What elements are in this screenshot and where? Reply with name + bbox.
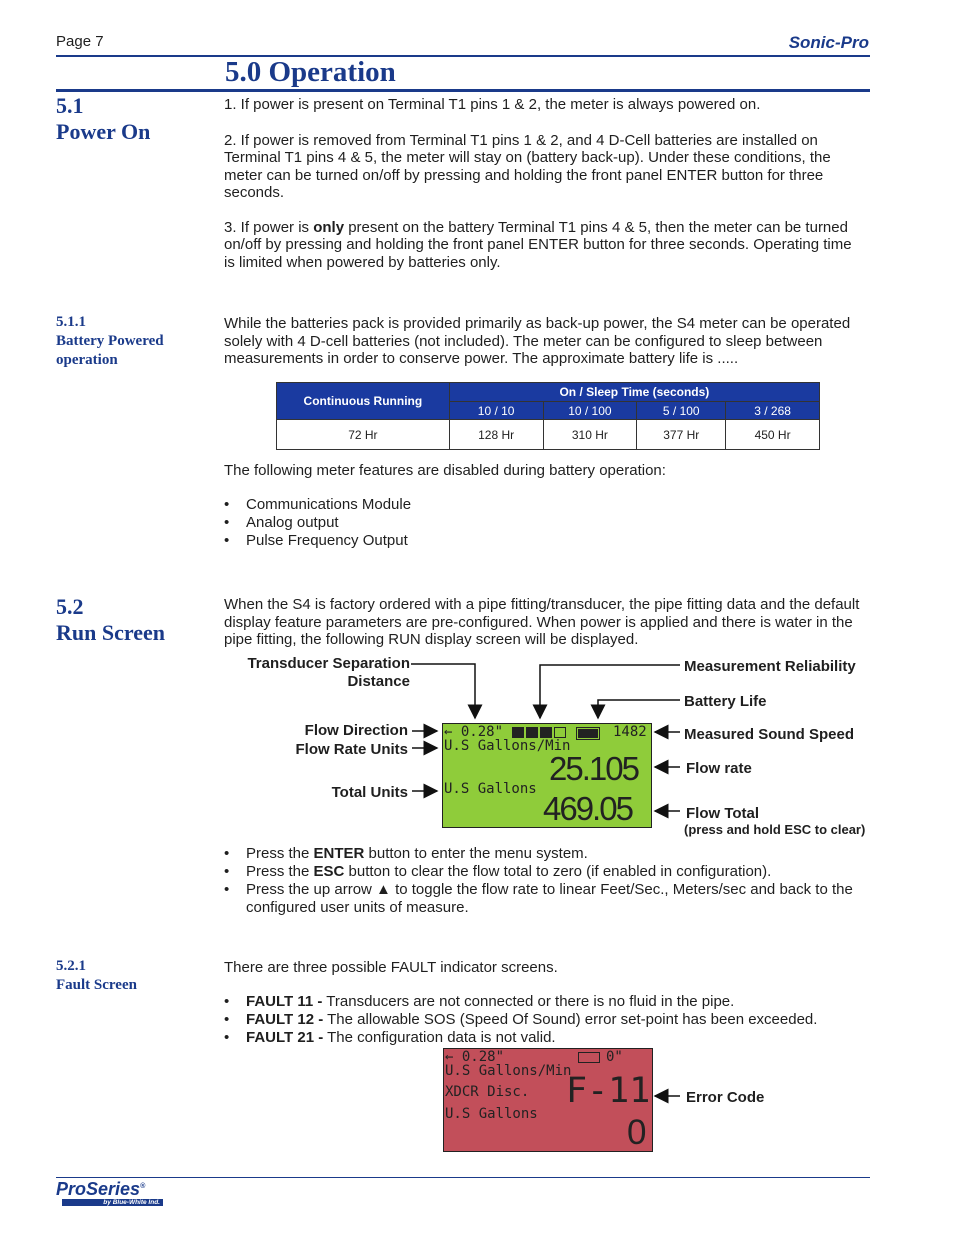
brand-name: Sonic-Pro (788, 33, 869, 52)
table-cell: 310 Hr (543, 420, 637, 450)
label-measurement-reliability: Measurement Reliability (684, 658, 856, 675)
list-item: • Press the ESC button to clear the flow total to zero (if enabled in configuration). (224, 863, 864, 881)
paragraph: While the batteries pack is provided primarily as back-up power, the S4 meter can be operated solely with 4 D-cell batteries (not included). The meter can be configured to sleep between measurements in order to conserve power. The approximate battery life is ..... (224, 315, 851, 367)
list-item: • Press the ENTER button to enter the menu system. (224, 845, 864, 863)
separation-readout: ← 0.28" (445, 1049, 505, 1065)
subheader-cell: 5 / 100 (637, 402, 726, 420)
paragraph: The following meter features are disabled during battery operation: (224, 462, 666, 479)
flow-total-readout: 469.05 (543, 790, 632, 827)
fault-screen-lcd (443, 1048, 653, 1152)
section-title: operation (56, 352, 118, 368)
total-units-readout: U.S Gallons (444, 781, 537, 797)
table-cell: 450 Hr (726, 420, 820, 450)
fault-code-readout: F-11 (566, 1071, 651, 1111)
page-number: Page 7 (56, 33, 104, 50)
label-transducer-separation: Transducer Separation Distance (247, 655, 410, 690)
subheader-cell: 3 / 268 (726, 402, 820, 420)
label-battery-life: Battery Life (684, 693, 767, 710)
table-cell: 128 Hr (449, 420, 543, 450)
separation-readout: ← 0.28" (444, 724, 504, 740)
page-title: 5.0 Operation (225, 56, 396, 88)
list-item: • Press the up arrow ▲ to toggle the flow rate to linear Feet/Sec., Meters/sec and back to the configured user units of measure. (224, 881, 864, 917)
label-error-code: Error Code (686, 1089, 765, 1106)
total-units-readout: U.S Gallons (445, 1106, 538, 1122)
proseries-logo: ProSeries® (56, 1179, 146, 1199)
section-number: 5.2 (56, 594, 84, 619)
flow-total-readout: 0 (627, 1113, 647, 1152)
footer-rule (56, 1177, 870, 1178)
battery-icon (578, 1052, 600, 1063)
rate-units-readout: U.S Gallons/Min (444, 738, 571, 754)
section-number: 5.1.1 (56, 314, 86, 330)
xdcr-readout: XDCR Disc. (445, 1084, 530, 1100)
section-number: 5.1 (56, 93, 84, 118)
section-title: Power On (56, 119, 151, 144)
paragraph: 1. If power is present on Terminal T1 pins 1 & 2, the meter is always powered on. (224, 96, 761, 113)
label-flow-rate-units: Flow Rate Units (295, 741, 408, 758)
section-title: Battery Powered (56, 333, 164, 349)
header-cell: Continuous Running (277, 383, 450, 420)
paragraph: 2. If power is removed from Terminal T1 pins 1 & 2, and 4 D-Cell batteries are installed on Terminal T1 pins 4 & 5, the meter will stay on (battery back-up). Under these conditions, the meter can be turned on/off by pressing and holding the front panel ENTER button for three seconds. (224, 131, 831, 201)
rate-units-readout: U.S Gallons/Min (445, 1063, 572, 1079)
section-5-2-1-body (224, 959, 864, 977)
label-flow-total: Flow Total (686, 805, 760, 822)
label-total-units: Total Units (331, 784, 408, 801)
subheader-cell: 10 / 100 (543, 402, 637, 420)
list-item: • FAULT 12 - The allowable SOS (Speed Of Sound) error set-point has been exceeded. (224, 1011, 864, 1029)
paragraph: When the S4 is factory ordered with a pipe fitting/transducer, the pipe fitting data and the default display feature parameters are pre-configured. When power is applied and there is water in the pipe fitting, the following RUN display screen will be displayed. (224, 596, 860, 648)
header-cell: On / Sleep Time (seconds) (449, 383, 819, 402)
section-number: 5.2.1 (56, 958, 86, 974)
list-item: • Analog output (224, 514, 411, 532)
list-item: • Pulse Frequency Output (224, 532, 411, 550)
label-flow-rate: Flow rate (686, 760, 752, 777)
label-flow-total-note: (press and hold ESC to clear) (684, 822, 866, 837)
logo-tagline: by Blue-White Ind. (62, 1199, 163, 1206)
paragraph: There are three possible FAULT indicator screens. (224, 959, 558, 976)
section-5-2-1-heading (56, 957, 137, 995)
list-item: • FAULT 21 - The configuration data is not valid. (224, 1029, 864, 1047)
label-measured-sound-speed: Measured Sound Speed (684, 726, 855, 743)
run-screen-instructions (224, 845, 864, 917)
list-item: • Communications Module (224, 496, 411, 514)
table-cell: 377 Hr (637, 420, 726, 450)
section-title: Fault Screen (56, 977, 137, 993)
table-cell: 72 Hr (277, 420, 450, 450)
section-title: Run Screen (56, 620, 165, 645)
subheader-cell: 10 / 10 (449, 402, 543, 420)
fault-list (224, 993, 864, 1047)
paragraph: 3. If power is only present on the battery Terminal T1 pins 4 & 5, then the meter can be turned on/off by pressing and holding the front panel ENTER button for three seconds. Operating time is limited when powered by batteries only. (224, 218, 852, 271)
list-item: • FAULT 11 - Transducers are not connected or there is no fluid in the pipe. (224, 993, 864, 1011)
sound-speed-readout: 1482 (613, 724, 647, 740)
sound-speed-readout: 0" (606, 1049, 623, 1065)
flow-rate-readout: 25.105 (549, 750, 638, 787)
label-flow-direction: Flow Direction (304, 722, 408, 739)
